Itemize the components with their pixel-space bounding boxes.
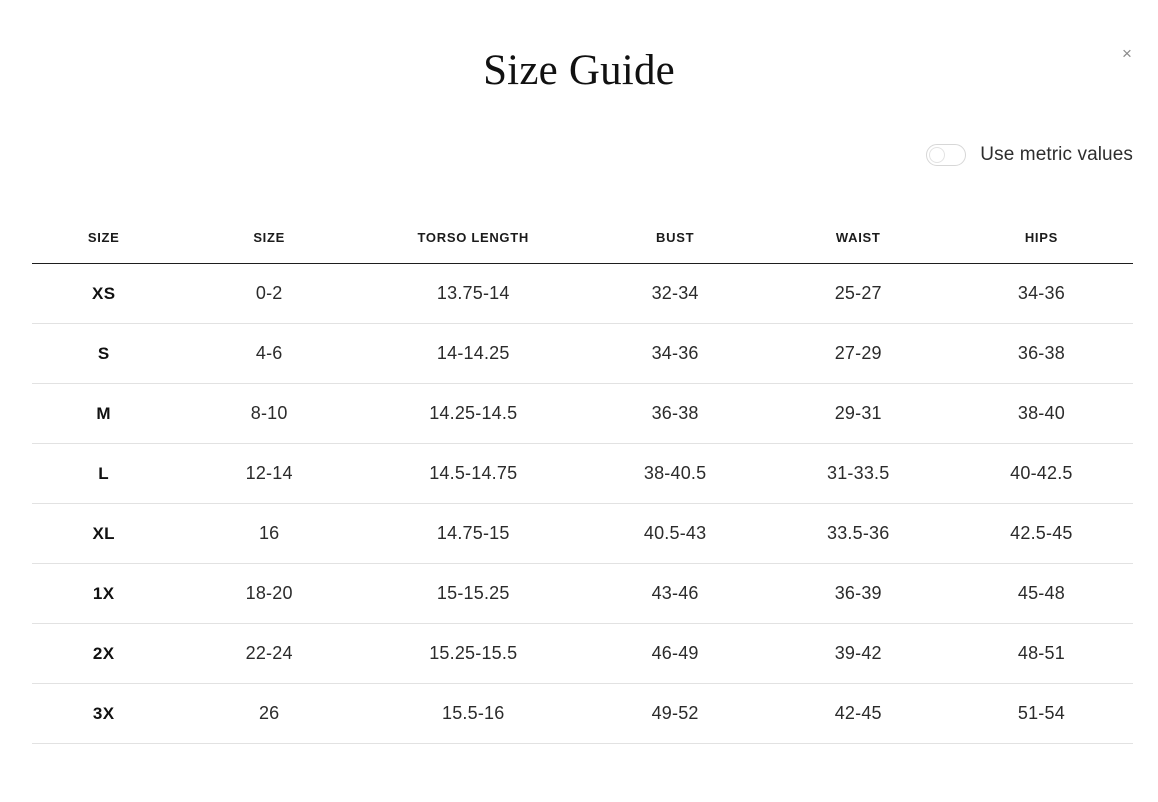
cell-hips: 48-51 bbox=[950, 624, 1133, 684]
cell-bust: 46-49 bbox=[584, 624, 767, 684]
cell-bust: 32-34 bbox=[584, 264, 767, 324]
table-header-row bbox=[32, 216, 1133, 264]
cell-bust: 34-36 bbox=[584, 324, 767, 384]
cell-size-label: 3X bbox=[32, 684, 175, 744]
size-table-container bbox=[32, 216, 1133, 744]
cell-size-label: XL bbox=[32, 504, 175, 564]
close-icon[interactable]: × bbox=[1122, 43, 1132, 63]
cell-size-label: M bbox=[32, 384, 175, 444]
cell-size-number: 26 bbox=[175, 684, 363, 744]
cell-size-number: 18-20 bbox=[175, 564, 363, 624]
cell-bust: 40.5-43 bbox=[584, 504, 767, 564]
cell-hips: 38-40 bbox=[950, 384, 1133, 444]
cell-torso-length: 14.5-14.75 bbox=[363, 444, 584, 504]
cell-torso-length: 15.5‑16 bbox=[363, 684, 584, 744]
cell-hips: 34-36 bbox=[950, 264, 1133, 324]
cell-size-number: 16 bbox=[175, 504, 363, 564]
cell-size-label: L bbox=[32, 444, 175, 504]
cell-size-number: 12-14 bbox=[175, 444, 363, 504]
table-row bbox=[32, 264, 1133, 324]
cell-torso-length: 14.25-14.5 bbox=[363, 384, 584, 444]
cell-bust: 49-52 bbox=[584, 684, 767, 744]
cell-hips: 42.5-45 bbox=[950, 504, 1133, 564]
table-row bbox=[32, 324, 1133, 384]
column-header-bust: BUST bbox=[584, 216, 767, 264]
cell-size-number: 4-6 bbox=[175, 324, 363, 384]
cell-bust: 43-46 bbox=[584, 564, 767, 624]
table-row bbox=[32, 504, 1133, 564]
metric-toggle-switch[interactable] bbox=[926, 144, 966, 166]
column-header-waist: WAIST bbox=[767, 216, 950, 264]
table-row bbox=[32, 564, 1133, 624]
cell-waist: 39-42 bbox=[767, 624, 950, 684]
metric-toggle-group[interactable] bbox=[926, 144, 1133, 166]
page-title: Size Guide bbox=[483, 47, 675, 94]
cell-waist: 29-31 bbox=[767, 384, 950, 444]
cell-bust: 36-38 bbox=[584, 384, 767, 444]
cell-torso-length: 14-14.25 bbox=[363, 324, 584, 384]
cell-waist: 33.5-36 bbox=[767, 504, 950, 564]
table-row bbox=[32, 384, 1133, 444]
metric-toggle-label: Use metric values bbox=[980, 144, 1133, 165]
cell-size-label: 1X bbox=[32, 564, 175, 624]
cell-hips: 36-38 bbox=[950, 324, 1133, 384]
cell-size-number: 0‑2 bbox=[175, 264, 363, 324]
cell-waist: 36-39 bbox=[767, 564, 950, 624]
cell-torso-length: 14.75-15 bbox=[363, 504, 584, 564]
cell-waist: 31-33.5 bbox=[767, 444, 950, 504]
cell-waist: 42-45 bbox=[767, 684, 950, 744]
cell-torso-length: 13.75‑14 bbox=[363, 264, 584, 324]
cell-size-label: XS bbox=[32, 264, 175, 324]
table-row bbox=[32, 444, 1133, 504]
cell-bust: 38-40.5 bbox=[584, 444, 767, 504]
cell-hips: 45-48 bbox=[950, 564, 1133, 624]
cell-size-label: S bbox=[32, 324, 175, 384]
table-row bbox=[32, 684, 1133, 744]
cell-torso-length: 15‑15.25 bbox=[363, 564, 584, 624]
column-header-hips: HIPS bbox=[950, 216, 1133, 264]
cell-waist: 25-27 bbox=[767, 264, 950, 324]
column-header-torso-length: TORSO LENGTH bbox=[363, 216, 584, 264]
cell-hips: 40-42.5 bbox=[950, 444, 1133, 504]
cell-torso-length: 15.25-15.5 bbox=[363, 624, 584, 684]
column-header-size-label: SIZE bbox=[32, 216, 175, 264]
cell-waist: 27‑29 bbox=[767, 324, 950, 384]
size-table bbox=[32, 216, 1133, 744]
table-row bbox=[32, 624, 1133, 684]
cell-size-number: 8-10 bbox=[175, 384, 363, 444]
cell-size-label: 2X bbox=[32, 624, 175, 684]
cell-size-number: 22‑24 bbox=[175, 624, 363, 684]
cell-hips: 51‑54 bbox=[950, 684, 1133, 744]
column-header-size-number: SIZE bbox=[175, 216, 363, 264]
